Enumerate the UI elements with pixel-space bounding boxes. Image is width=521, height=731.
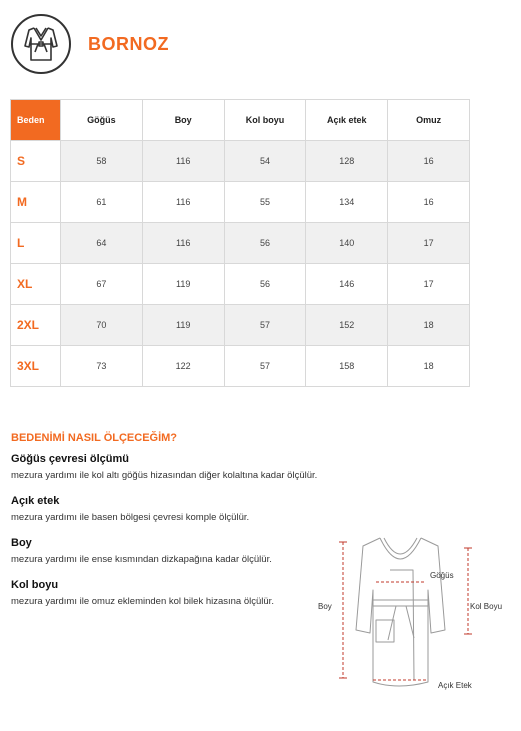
- table-row: [11, 182, 470, 223]
- section-desc: mezura yardımı ile kol altı göğüs hizasından diğer kolaltına kadar ölçülür.: [11, 470, 318, 481]
- table-cell: 122: [142, 346, 224, 387]
- table-cell: 67: [61, 264, 143, 305]
- size-label: M: [11, 182, 61, 223]
- table-cell: 116: [142, 141, 224, 182]
- size-label: 3XL: [11, 346, 61, 387]
- bathrobe-icon: [11, 14, 71, 74]
- bathrobe-measurement-figure: [318, 530, 518, 700]
- table-cell: 54: [224, 141, 306, 182]
- guide-section: [11, 537, 341, 565]
- table-cell: 17: [388, 264, 470, 305]
- size-label: XL: [11, 264, 61, 305]
- section-title: Boy: [11, 537, 32, 549]
- table-row: [11, 264, 470, 305]
- table-cell: 16: [388, 182, 470, 223]
- table-cell: 134: [306, 182, 388, 223]
- table-cell: 73: [61, 346, 143, 387]
- column-header: Boy: [142, 100, 224, 141]
- table-cell: 17: [388, 223, 470, 264]
- table-cell: 140: [306, 223, 388, 264]
- guide-section: [11, 453, 341, 481]
- page-title: BORNOZ: [88, 33, 169, 54]
- table-cell: 152: [306, 305, 388, 346]
- measure-lines: [339, 542, 472, 680]
- table-header-row: [11, 100, 470, 141]
- guide-section: [11, 579, 341, 607]
- column-header: Açık etek: [306, 100, 388, 141]
- table-cell: 61: [61, 182, 143, 223]
- table-cell: 116: [142, 223, 224, 264]
- section-title: Kol boyu: [11, 579, 59, 591]
- table-cell: 57: [224, 346, 306, 387]
- guide-section: [11, 495, 341, 523]
- column-header: Göğüs: [61, 100, 143, 141]
- section-title: Açık etek: [11, 495, 60, 507]
- table-cell: 56: [224, 223, 306, 264]
- table-cell: 18: [388, 346, 470, 387]
- table-cell: 16: [388, 141, 470, 182]
- table-row: [11, 223, 470, 264]
- table-cell: 56: [224, 264, 306, 305]
- section-desc: mezura yardımı ile omuz ekleminden kol bilek hizasına ölçülür.: [11, 596, 274, 607]
- size-label: L: [11, 223, 61, 264]
- size-label: 2XL: [11, 305, 61, 346]
- table-cell: 128: [306, 141, 388, 182]
- column-header: Beden: [11, 100, 61, 141]
- table-cell: 158: [306, 346, 388, 387]
- table-cell: 119: [142, 264, 224, 305]
- table-cell: 18: [388, 305, 470, 346]
- table-cell: 116: [142, 182, 224, 223]
- label-acik-etek: Açık Etek: [438, 681, 472, 690]
- table-cell: 119: [142, 305, 224, 346]
- table-cell: 55: [224, 182, 306, 223]
- column-header: Kol boyu: [224, 100, 306, 141]
- table-row: [11, 141, 470, 182]
- size-table: [10, 99, 470, 387]
- table-cell: 64: [61, 223, 143, 264]
- table-row: [11, 305, 470, 346]
- column-header: Omuz: [388, 100, 470, 141]
- size-label: S: [11, 141, 61, 182]
- label-boy: Boy: [318, 602, 332, 611]
- guide-title: BEDENİMİ NASIL ÖLÇECEĞİM?: [11, 432, 178, 444]
- section-title: Göğüs çevresi ölçümü: [11, 453, 129, 465]
- table-row: [11, 346, 470, 387]
- bathrobe-outline: [356, 538, 445, 686]
- table-cell: 58: [61, 141, 143, 182]
- table-cell: 57: [224, 305, 306, 346]
- section-desc: mezura yardımı ile ense kısmından dizkapağına kadar ölçülür.: [11, 554, 272, 565]
- header: [11, 14, 169, 74]
- table-cell: 146: [306, 264, 388, 305]
- table-cell: 70: [61, 305, 143, 346]
- label-kol-boyu: Kol Boyu: [470, 602, 503, 611]
- measure-guide: [11, 432, 341, 621]
- label-gogus: Göğüs: [430, 571, 454, 580]
- section-desc: mezura yardımı ile basen bölgesi çevresi komple ölçülür.: [11, 512, 250, 523]
